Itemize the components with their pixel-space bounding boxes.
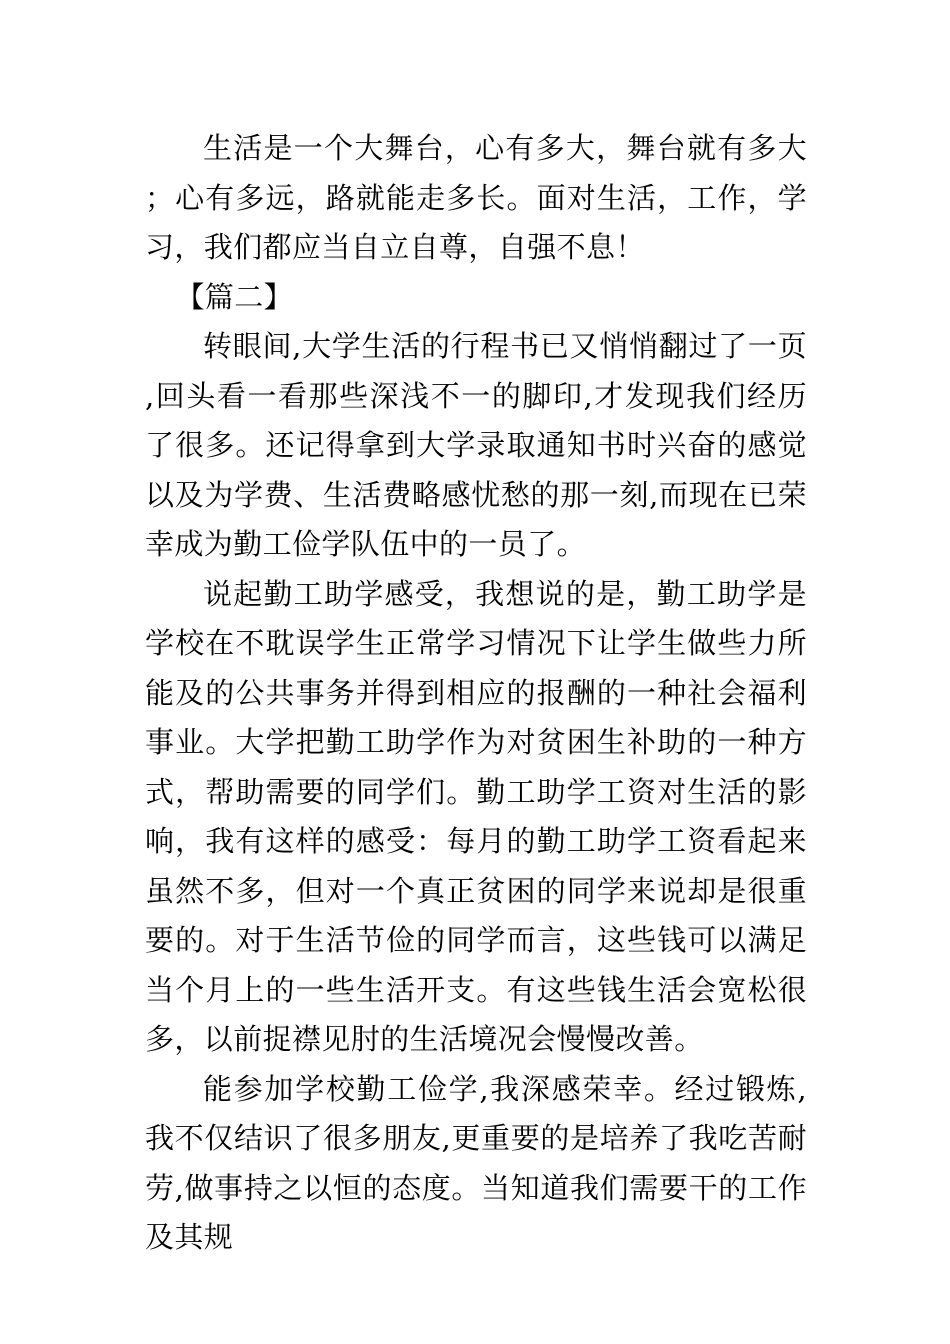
document-page [145, 124, 807, 1263]
section-heading: 【篇二】 [175, 279, 294, 314]
paragraph-intro: 生活是一个大舞台，心有多大，舞台就有多大；心有多远，路就能走多长。面对生活，工作，学习，我们都应当自立自尊，自强不息！ [145, 131, 807, 264]
paragraph-work-study-feelings: 说起勤工助学感受，我想说的是，勤工助学是学校在不耽误学生正常学习情况下让学生做些力所能及的公共事务并得到相应的报酬的一种社会福利事业。大学把勤工助学作为对贫困生补助的一种方式，帮助需要的同学们。勤工助学工资对生活的影响，我有这样的感受：每月的勤工助学工资看起来虽然不多，但对一个真正贫困的同学来说却是很重要的。对于生活节俭的同学而言，这些钱可以满足当个月上的一些生活开支。有这些钱生活会宽松很多，以前捉襟见肘的生活境况会慢慢改善。 [145, 576, 807, 1056]
paragraph-honored-to-join: 能参加学校勤工俭学,我深感荣幸。经过锻炼,我不仅结识了很多朋友,更重要的是培养了我吃苦耐劳,做事持之以恒的态度。当知道我们需要干的工作及其规 [145, 1071, 807, 1254]
paragraph-time-passes: 转眼间,大学生活的行程书已又悄悄翻过了一页,回头看一看那些深浅不一的脚印,才发现我们经历了很多。还记得拿到大学录取通知书时兴奋的感觉以及为学费、生活费略感忧愁的那一刻,而现在已荣幸成为勤工俭学队伍中的一员了。 [145, 329, 807, 561]
